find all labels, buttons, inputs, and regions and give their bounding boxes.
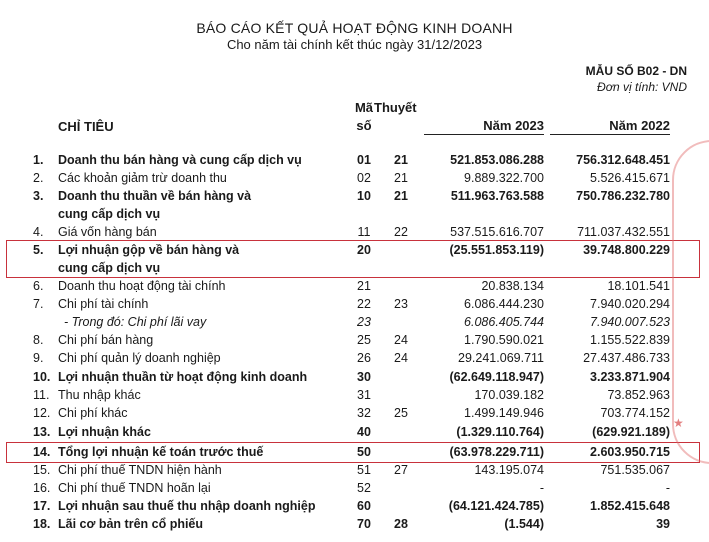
row-code: 23 — [357, 315, 371, 329]
row-label: Tổng lợi nhuận kế toán trước thuế — [58, 445, 264, 459]
row-code: 25 — [357, 333, 371, 347]
column-header-code-line1: Mã — [354, 100, 374, 115]
row-value-2023: 511.963.763.588 — [450, 189, 544, 203]
row-value-2023: 537.515.616.707 — [450, 225, 544, 239]
row-number: 2. — [33, 171, 44, 185]
row-note: 28 — [394, 517, 408, 531]
column-header-item: CHỈ TIÊU — [58, 119, 114, 134]
row-code: 26 — [357, 351, 371, 365]
table-row — [0, 331, 709, 349]
column-header-2022: Năm 2022 — [609, 118, 670, 133]
row-note: 21 — [394, 153, 408, 167]
row-value-2022: 703.774.152 — [600, 406, 670, 420]
row-value-2023: (25.551.853.119) — [449, 243, 544, 257]
row-label: Chi phí tài chính — [58, 297, 149, 311]
table-row — [0, 169, 709, 187]
table-row-continuation — [0, 259, 709, 277]
row-value-2022: 751.535.067 — [600, 463, 670, 477]
row-value-2023: 521.853.086.288 — [450, 153, 544, 167]
row-label-line2: cung cấp dịch vụ — [58, 207, 161, 221]
report-title: BÁO CÁO KẾT QUẢ HOẠT ĐỘNG KINH DOANH — [196, 20, 513, 36]
row-value-2023: (64.121.424.785) — [448, 499, 544, 513]
row-code: 51 — [357, 463, 371, 477]
table-row — [0, 223, 709, 241]
row-value-2022: 2.603.950.715 — [590, 445, 670, 459]
row-value-2023: (62.649.118.947) — [449, 370, 544, 384]
table-row — [0, 515, 709, 533]
row-note: 21 — [394, 189, 408, 203]
row-value-2022: 18.101.541 — [607, 279, 670, 293]
row-label: - Trong đó: Chi phí lãi vay — [64, 315, 207, 329]
row-code: 20 — [357, 243, 371, 257]
row-code: 11 — [357, 225, 371, 239]
table-row — [0, 404, 709, 422]
row-number: 10. — [33, 370, 51, 384]
row-label: Chi phí bán hàng — [58, 333, 154, 347]
row-number: 4. — [33, 225, 44, 239]
row-number: 14. — [33, 445, 51, 459]
row-number: 16. — [33, 481, 51, 495]
row-value-2023: 9.889.322.700 — [464, 171, 544, 185]
table-row — [0, 443, 709, 461]
row-code: 70 — [357, 517, 371, 531]
row-value-2022: 1.852.415.648 — [590, 499, 670, 513]
row-number: 7. — [33, 297, 44, 311]
row-value-2022: 711.037.432.551 — [577, 225, 670, 239]
row-label: Lãi cơ bản trên cổ phiếu — [58, 517, 204, 531]
row-note: 23 — [394, 297, 408, 311]
row-value-2023: (1.544) — [504, 517, 544, 531]
row-value-2022: 27.437.486.733 — [583, 351, 670, 365]
row-code: 21 — [357, 279, 371, 293]
row-value-2023: - — [539, 481, 544, 495]
row-value-2022: 750.786.232.780 — [576, 189, 670, 203]
row-value-2022: 7.940.007.523 — [590, 315, 670, 329]
row-value-2022: 3.233.871.904 — [590, 370, 670, 384]
row-value-2023: 1.499.149.946 — [464, 406, 544, 420]
row-number: 18. — [33, 517, 51, 531]
row-code: 22 — [357, 297, 371, 311]
table-row — [0, 187, 709, 205]
table-row — [0, 313, 709, 331]
row-note: 21 — [394, 171, 408, 185]
table-row — [0, 295, 709, 313]
row-code: 30 — [357, 370, 371, 384]
table-row — [0, 461, 709, 479]
row-note: 24 — [394, 351, 408, 365]
row-number: 17. — [33, 499, 51, 513]
row-value-2023: 6.086.405.744 — [464, 315, 544, 329]
header-rule-2023 — [424, 134, 544, 135]
row-code: 60 — [357, 499, 371, 513]
row-code: 50 — [357, 445, 371, 459]
row-code: 31 — [357, 388, 371, 402]
row-number: 11. — [33, 388, 50, 402]
row-value-2022: 73.852.963 — [607, 388, 670, 402]
row-code: 40 — [357, 425, 371, 439]
currency-unit: Đơn vị tính: VND — [597, 80, 687, 94]
row-code: 02 — [357, 171, 371, 185]
column-header-note: Thuyết — [374, 100, 417, 115]
row-label: Lợi nhuận khác — [58, 425, 151, 439]
table-row-continuation — [0, 205, 709, 223]
row-label-line2: cung cấp dịch vụ — [58, 261, 161, 275]
row-label: Doanh thu thuần về bán hàng và — [58, 189, 252, 203]
row-note: 22 — [394, 225, 408, 239]
row-number: 13. — [33, 425, 51, 439]
row-value-2022: 7.940.020.294 — [590, 297, 670, 311]
table-row — [0, 368, 709, 386]
row-value-2023: 6.086.444.230 — [464, 297, 544, 311]
row-number: 9. — [33, 351, 44, 365]
row-code: 32 — [357, 406, 371, 420]
table-row — [0, 151, 709, 169]
row-label: Lợi nhuận thuần từ hoạt động kinh doanh — [58, 370, 308, 384]
column-header-2023: Năm 2023 — [483, 118, 544, 133]
table-row — [0, 349, 709, 367]
row-label: Chi phí thuế TNDN hoãn lại — [58, 481, 211, 495]
row-label: Lợi nhuận gộp về bán hàng và — [58, 243, 240, 257]
row-label: Chi phí quản lý doanh nghiệp — [58, 351, 221, 365]
row-value-2022: 5.526.415.671 — [590, 171, 670, 185]
header-rule-2022 — [550, 134, 670, 135]
table-row — [0, 386, 709, 404]
table-row — [0, 479, 709, 497]
row-code: 01 — [357, 153, 371, 167]
row-value-2023: (1.329.110.764) — [456, 425, 544, 439]
report-subtitle: Cho năm tài chính kết thúc ngày 31/12/2023 — [226, 37, 483, 52]
form-number: MẪU SỐ B02 - DN — [585, 64, 687, 78]
row-label: Các khoản giảm trừ doanh thu — [58, 171, 227, 185]
row-number: 15. — [33, 463, 51, 477]
row-value-2022: 1.155.522.839 — [590, 333, 670, 347]
star-icon: ★ — [673, 416, 684, 430]
row-value-2022: 39 — [656, 517, 670, 531]
column-header-code-line2: số — [356, 118, 372, 133]
row-label: Thu nhập khác — [58, 388, 141, 402]
row-number: 8. — [33, 333, 44, 347]
row-value-2023: 1.790.590.021 — [464, 333, 544, 347]
table-row — [0, 277, 709, 295]
row-label: Chi phí khác — [58, 406, 128, 420]
row-value-2022: - — [665, 481, 670, 495]
table-row — [0, 423, 709, 441]
table-row — [0, 497, 709, 515]
row-note: 24 — [394, 333, 408, 347]
row-number: 6. — [33, 279, 44, 293]
row-label: Chi phí thuế TNDN hiện hành — [58, 463, 222, 477]
row-value-2023: (63.978.229.711) — [449, 445, 544, 459]
row-number: 12. — [33, 406, 51, 420]
row-value-2022: (629.921.189) — [592, 425, 670, 439]
row-value-2022: 39.748.800.229 — [583, 243, 670, 257]
row-value-2023: 29.241.069.711 — [458, 351, 544, 365]
row-label: Giá vốn hàng bán — [58, 225, 157, 239]
row-label: Doanh thu bán hàng và cung cấp dịch vụ — [58, 153, 302, 167]
row-code: 52 — [357, 481, 371, 495]
row-number: 5. — [33, 243, 44, 257]
row-value-2023: 143.195.074 — [474, 463, 544, 477]
row-value-2023: 170.039.182 — [474, 388, 544, 402]
row-number: 3. — [33, 189, 44, 203]
row-number: 1. — [33, 153, 44, 167]
row-value-2023: 20.838.134 — [481, 279, 544, 293]
row-note: 27 — [394, 463, 408, 477]
row-label: Doanh thu hoạt động tài chính — [58, 279, 226, 293]
row-note: 25 — [394, 406, 408, 420]
row-label: Lợi nhuận sau thuế thu nhập doanh nghiệp — [58, 499, 316, 513]
row-value-2022: 756.312.648.451 — [576, 153, 670, 167]
table-row — [0, 241, 709, 259]
row-code: 10 — [357, 189, 371, 203]
